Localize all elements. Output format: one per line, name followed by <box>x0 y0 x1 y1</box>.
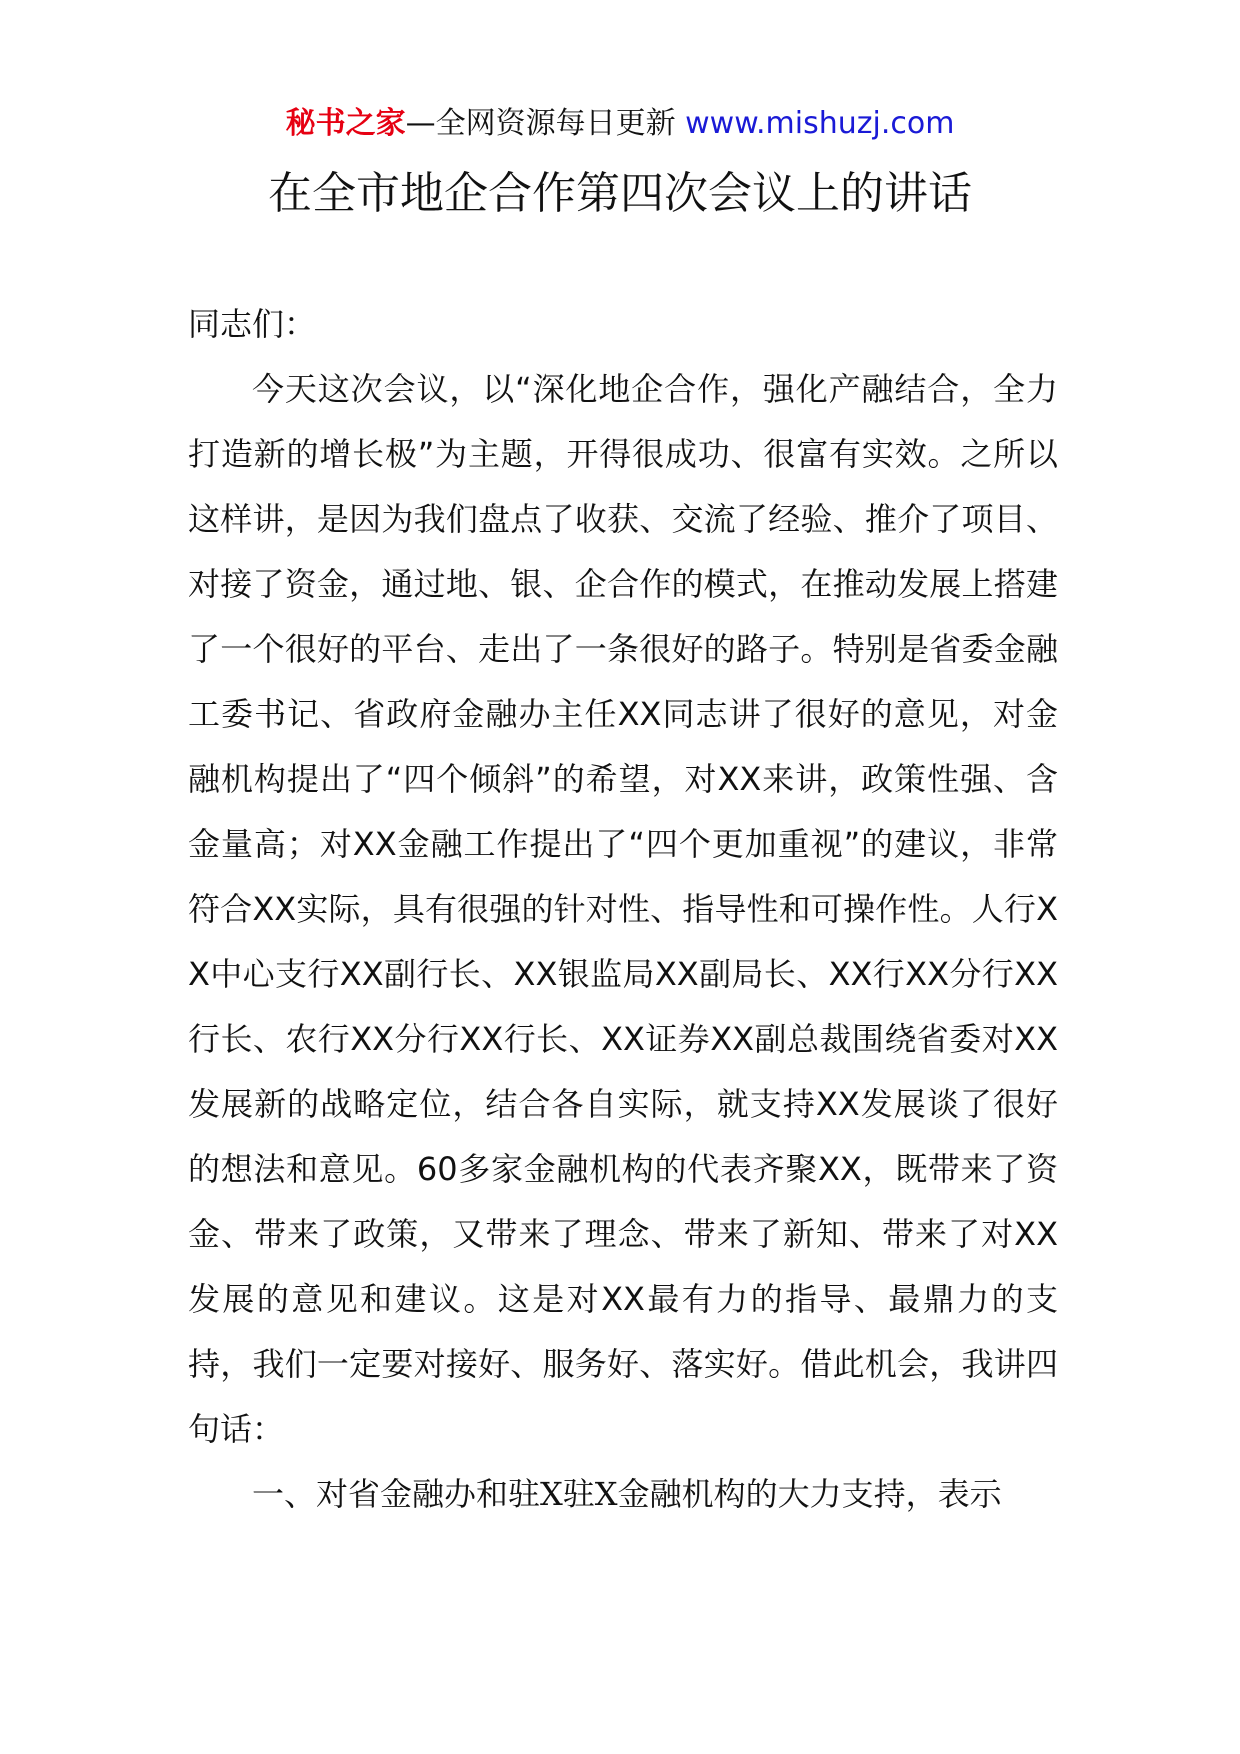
document-title: 在全市地企合作第四次会议上的讲话 <box>268 168 972 219</box>
salutation: 同志们： <box>188 305 317 343</box>
body-paragraph: 今天这次会议，以“深化地企合作，强化产融结合，全力打造新的增长极”为主题，开得很成功、很富有实效。之所以这样讲，是因为我们盘点了收获、交流了经验、推介了项目、对接了资金，通过地、银、企合作的模式，在推动发展上搭建了一个很好的平台、走出了一条很好的路子。特别是省委金融工委书记、省政府金融办主任XX同志讲了很好的意见，对金融机构提出了“四个倾斜”的希望，对XX来讲，政策性强、含金量高；对XX金融工作提出了“四个更加重视”的建议，非常符合XX实际，具有很强的针对性、指导性和可操作性。人行XX中心支行XX副行长、XX银监局XX副局长、XX行XX分行XX行长、农行XX分行XX行长、XX证券XX副总裁围绕省委对XX发展新的战略定位，结合各自实际，就支持XX发展谈了很好的想法和意见。60多家金融机构的代表齐聚XX，既带来了资金、带来了政策，又带来了理念、带来了新知、带来了对XX发展的意见和建议。这是对XX最有力的指导、最鼎力的支持，我们一定要对接好、服务好、落实好。借此机会，我讲四句话： <box>188 370 1058 1448</box>
site-header <box>0 104 1240 144</box>
header-tagline: —全网资源每日更新 <box>405 106 676 141</box>
document-body <box>188 292 1058 1527</box>
section-heading: 一、对省金融办和驻X驻X金融机构的大力支持，表示 <box>252 1475 1002 1513</box>
brand-name: 秘书之家 <box>285 106 406 141</box>
site-url-link[interactable]: www.mishuzj.com <box>685 106 955 141</box>
